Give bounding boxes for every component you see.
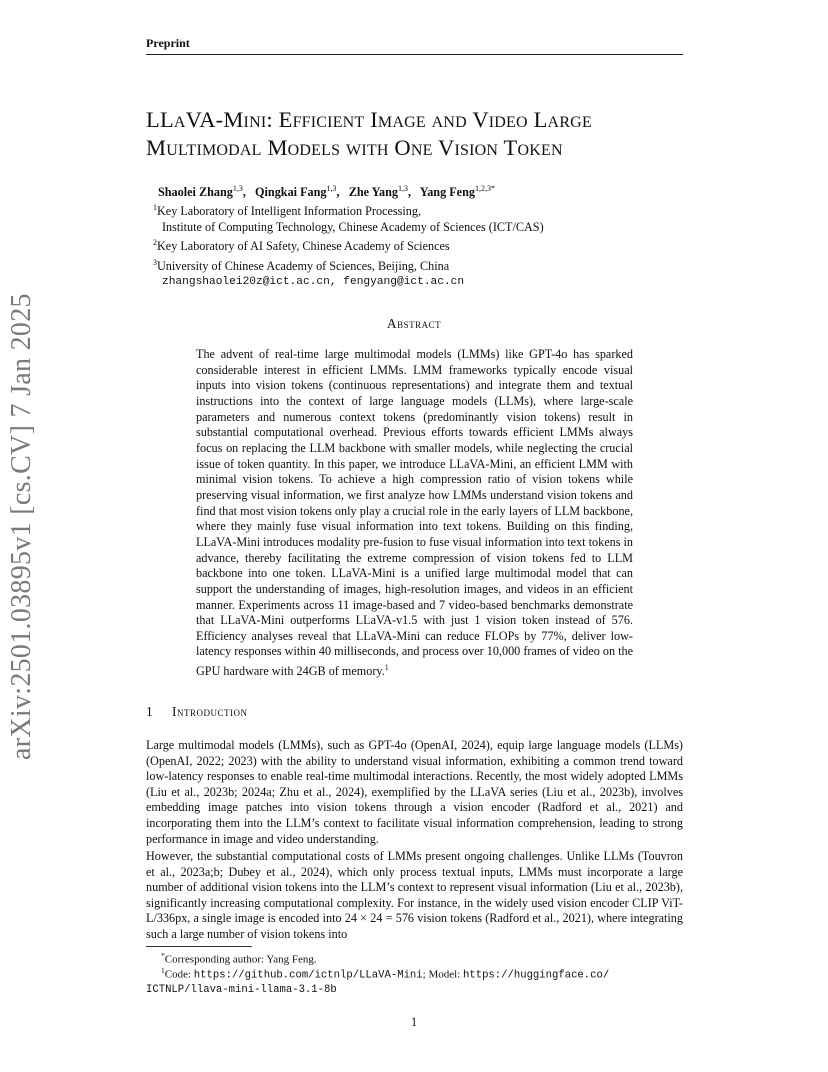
code-link[interactable]: https://github.com/ictnlp/LLaVA-Mini [193, 969, 423, 982]
author-emails[interactable]: zhangshaolei20z@ict.ac.cn, fengyang@ict.ac.cn [162, 275, 465, 288]
paragraph: Large multimodal models (LMMs), such as GPT-4o (OpenAI, 2024), equip large language models (LLMs) (OpenAI, 2022; 2023) with the ability to understand visual information, exhibiting a common trend toward low-latency responses to enable real-time multimodal interactions. Recently, the most widely adopted LMMs (Liu et al., 2023b; 2024a; Zhu et al., 2024), exemplified by the LLaVA series (Liu et al., 2023b), involves embedding image patches into vision tokens through a vision encoder (Radford et al., 2021) and incorporating them into the LLM’s context to facilitate visual information comprehension, leading to strong performance in image and video understanding. [146, 738, 683, 846]
model-link-cont[interactable]: ICTNLP/llava-mini-llama-3.1-8b [146, 983, 337, 996]
author: Qingkai Fang$^{1,3}$ [255, 184, 337, 200]
page-number: 1 [410, 1015, 418, 1029]
footnote-code: $^1$Code: https://github.com/ictnlp/LLaVA-Mini; Model: https://huggingface.co/ ICTNLP/llava-mini-llama-3.1-8b [161, 964, 681, 997]
author-list: Shaolei Zhang$^{1,3}$, Qingkai Fang$^{1,3}$, Zhe Yang$^{1,3}$, Yang Feng$^{1,2,3*}$ [158, 184, 495, 200]
author: Zhe Yang$^{1,3}$ [348, 184, 409, 200]
author: Yang Feng$^{1,2,3*}$ [419, 184, 495, 200]
section-number: 1 [146, 704, 153, 719]
model-link[interactable]: https://huggingface.co/ [463, 969, 610, 982]
affiliation: $^3$University of Chinese Academy of Sciences, Beijing, China [153, 257, 450, 273]
section-title: Introduction [172, 704, 248, 719]
abstract-heading: Abstract [386, 316, 442, 331]
affiliation: Institute of Computing Technology, Chinese Academy of Sciences (ICT/CAS) [162, 219, 544, 234]
paper-title [146, 106, 706, 162]
footnote-corresponding: *Corresponding author: Yang Feng. [161, 951, 317, 966]
paragraph: However, the substantial computational costs of LMMs present ongoing challenges. Unlike LLMs (Touvron et al., 2023a;b; Dubey et al., 2024), which only process textual inputs, LMMs must incorporate a large number of additional vision tokens into the LLM’s context to represent visual information (Liu et al., 2023b), significantly increasing computational complexity. For instance, in the widely used vision encoder CLIP ViT-L/336px, a single image is encoded into 24 × 24 = 576 vision tokens (Radford et al., 2021), where integrating such a large number of vision tokens into [146, 849, 683, 941]
affiliations [153, 200, 544, 290]
section-heading [146, 704, 248, 720]
abstract-body: The advent of real-time large multimodal models (LMMs) like GPT-4o has sparked considerable interest in efficient LMMs. LMM frameworks typically encode visual inputs into vision tokens (continuous representations) and integrate them and textual instructions into the context of large language models (LLMs), where large-scale parameters and numerous context tokens (predominantly vision tokens) result in substantial computational overhead. Previous efforts towards efficient LMMs always focus on replacing the LLM backbone with smaller models, while neglecting the crucial issue of token quantity. In this paper, we introduce LLaVA-Mini, an efficient LMM with minimal vision tokens. To achieve a high compression ratio of vision tokens while preserving visual information, we first analyze how LMMs understand vision tokens and find that most vision tokens only play a crucial role in the early layers of LLM backbone, where they mainly fuse visual information into text tokens. Building on this finding, LLaVA-Mini introduces modality pre-fusion to fuse visual information into text tokens in advance, thereby facilitating the extreme compression of vision tokens fed to LLM backbone into one token. LLaVA-Mini is a unified large multimodal model that can support the understanding of images, high-resolution images, and videos in an efficient manner. Experiments across 11 image-based and 7 video-based benchmarks demonstrate that LLaVA-Mini outperforms LLaVA-v1.5 with just 1 vision token instead of 576. Efficiency analyses reveal that LLaVA-Mini can reduce FLOPs by 77%, deliver low-latency responses within 40 milliseconds, and process over 10,000 frames of video on the GPU hardware with 24GB of memory.$^1$ [196, 347, 633, 679]
arxiv-identifier[interactable]: arXiv:2501.03895v1 [cs.CV] 7 Jan 2025 [6, 293, 37, 760]
title-line-1: LLaVA-Mini: Efficient Image and Video Large [146, 107, 592, 132]
running-header: Preprint [146, 36, 683, 55]
affiliation: $^2$Key Laboratory of AI Safety, Chinese Academy of Sciences [153, 238, 450, 254]
footnote-mark[interactable]: 1 [384, 663, 389, 673]
footnote-divider [146, 946, 252, 947]
title-line-2: Multimodal Models with One Vision Token [146, 135, 563, 160]
affiliation: $^1$Key Laboratory of Intelligent Information Processing, [153, 203, 421, 219]
author: Shaolei Zhang$^{1,3}$ [158, 184, 243, 200]
